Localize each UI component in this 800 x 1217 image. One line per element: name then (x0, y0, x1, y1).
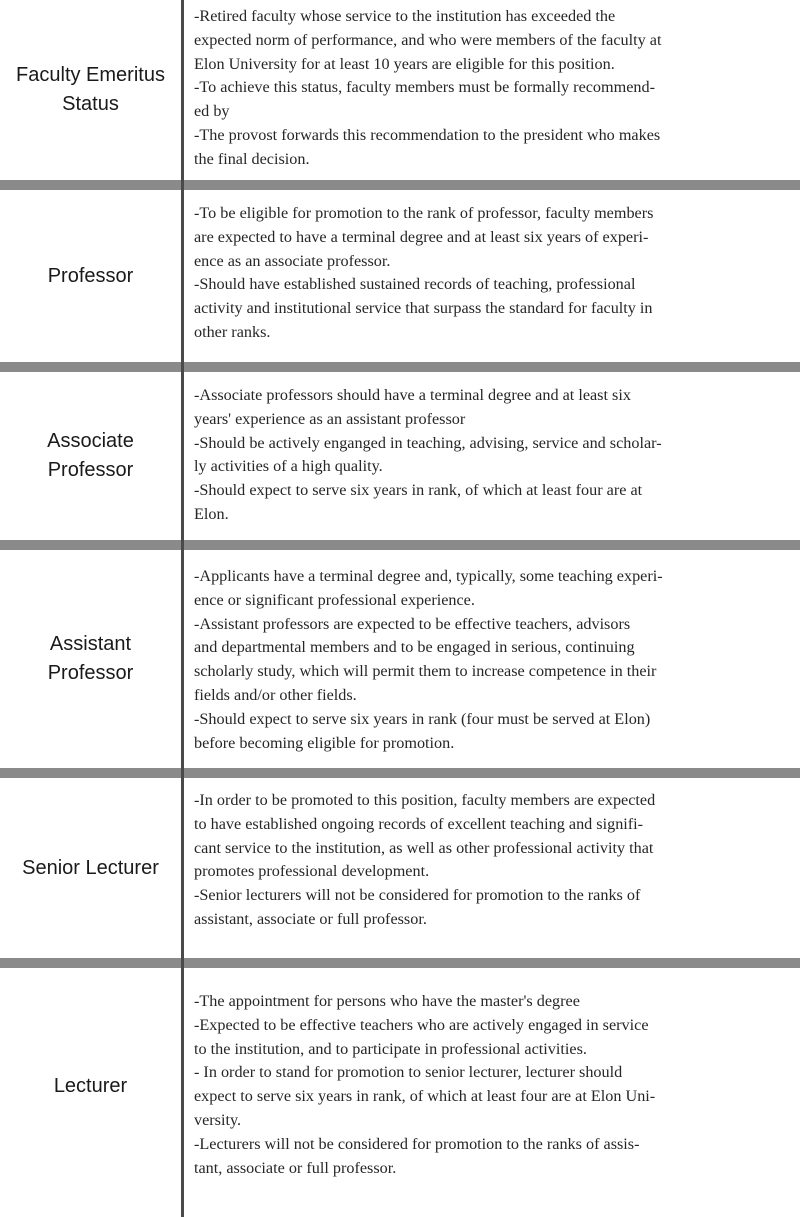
description-line: -Senior lecturers will not be considered for promotion to the ranks of (194, 886, 641, 905)
rank-title-line: Professor (47, 264, 134, 287)
description-line: ly activities of a high quality. (194, 457, 383, 476)
rank-description-assistant-professor (194, 565, 800, 755)
row-divider (0, 958, 800, 968)
description-line: -Should expect to serve six years in rank (four must be served at Elon) (194, 709, 651, 728)
rank-title-line: Professor (47, 662, 134, 684)
description-line: expect to serve six years in rank, of which at least four are at Elon Uni- (194, 1087, 656, 1106)
rank-title-professor (0, 190, 181, 362)
rank-title-line: Status (62, 93, 119, 115)
description-line: -Associate professors should have a terminal degree and at least six (194, 386, 631, 404)
description-line: the final decision. (194, 149, 310, 168)
description-line: before becoming eligible for promotion. (194, 733, 455, 752)
row-divider (0, 540, 800, 550)
description-line: scholarly study, which will permit them to increase competence in their (194, 662, 657, 681)
description-line: tant, associate or full professor. (194, 1158, 397, 1177)
rank-description-professor (194, 202, 800, 345)
row-divider (0, 180, 800, 190)
rank-description-faculty-emeritus (194, 5, 800, 172)
description-line: -The appointment for persons who have the master's degree (194, 992, 580, 1010)
rank-title-associate-professor (0, 372, 181, 540)
column-divider (181, 0, 184, 1217)
description-line: -To achieve this status, faculty members must be formally recommend- (194, 78, 655, 97)
description-line: years' experience as an assistant professor (194, 409, 466, 428)
rank-title-line: Lecturer (53, 1075, 128, 1097)
description-line: are expected to have a terminal degree and at least six years of experi- (194, 227, 649, 246)
description-line: -To be eligible for promotion to the rank of professor, faculty members (194, 204, 654, 222)
description-line: - In order to stand for promotion to senior lecturer, lecturer should (194, 1063, 623, 1082)
rank-title-line: Professor (47, 459, 134, 481)
row-divider (0, 362, 800, 372)
description-line: -Expected to be effective teachers who are actively engaged in service (194, 1015, 649, 1034)
description-line: versity. (194, 1110, 242, 1129)
description-line: ed by (194, 102, 230, 121)
description-line: Elon. (194, 504, 229, 523)
description-line: -In order to be promoted to this position, faculty members are expected (194, 791, 656, 809)
rank-title-line: Faculty Emeritus (16, 64, 165, 86)
description-line: -Applicants have a terminal degree and, typically, some teaching experi- (194, 567, 663, 585)
description-line: promotes professional development. (194, 862, 430, 881)
rank-title-faculty-emeritus (0, 0, 181, 180)
description-line: assistant, associate or full professor. (194, 909, 427, 928)
description-line: -Assistant professors are expected to be effective teachers, advisors (194, 614, 631, 633)
description-line: to have established ongoing records of excellent teaching and signifi- (194, 814, 644, 833)
description-line: to the institution, and to participate in professional activities. (194, 1039, 587, 1058)
description-line: -Should have established sustained records of teaching, professional (194, 275, 636, 294)
description-line: fields and/or other fields. (194, 685, 357, 704)
description-line: Elon University for at least 10 years are eligible for this position. (194, 54, 615, 73)
rank-title-line: Senior Lecturer (22, 856, 159, 879)
description-line: ence as an associate professor. (194, 251, 391, 270)
description-line: -Should be actively enganged in teaching, advising, service and scholar- (194, 433, 662, 452)
description-line: -Should expect to serve six years in rank, of which at least four are at (194, 481, 643, 500)
rank-title-line: Assistant (49, 633, 132, 655)
rank-title-line: Associate (47, 430, 134, 452)
rank-title-lecturer (0, 968, 181, 1205)
description-line: -Retired faculty whose service to the institution has exceeded the (194, 7, 616, 25)
description-line: and departmental members and to be engaged in serious, continuing (194, 638, 635, 657)
rank-description-lecturer (194, 990, 800, 1180)
description-line: other ranks. (194, 322, 271, 341)
rank-title-assistant-professor (0, 550, 181, 768)
description-line: -The provost forwards this recommendation to the president who makes (194, 125, 661, 144)
rank-title-senior-lecturer (0, 778, 181, 958)
row-divider (0, 768, 800, 778)
description-line: -Lecturers will not be considered for promotion to the ranks of assis- (194, 1134, 640, 1153)
description-line: ence or significant professional experience. (194, 590, 475, 609)
description-line: cant service to the institution, as well as other professional activity that (194, 838, 654, 857)
rank-description-associate-professor (194, 384, 800, 527)
rank-description-senior-lecturer (194, 789, 800, 932)
description-line: expected norm of performance, and who were members of the faculty at (194, 30, 662, 49)
description-line: activity and institutional service that surpass the standard for faculty in (194, 299, 653, 318)
